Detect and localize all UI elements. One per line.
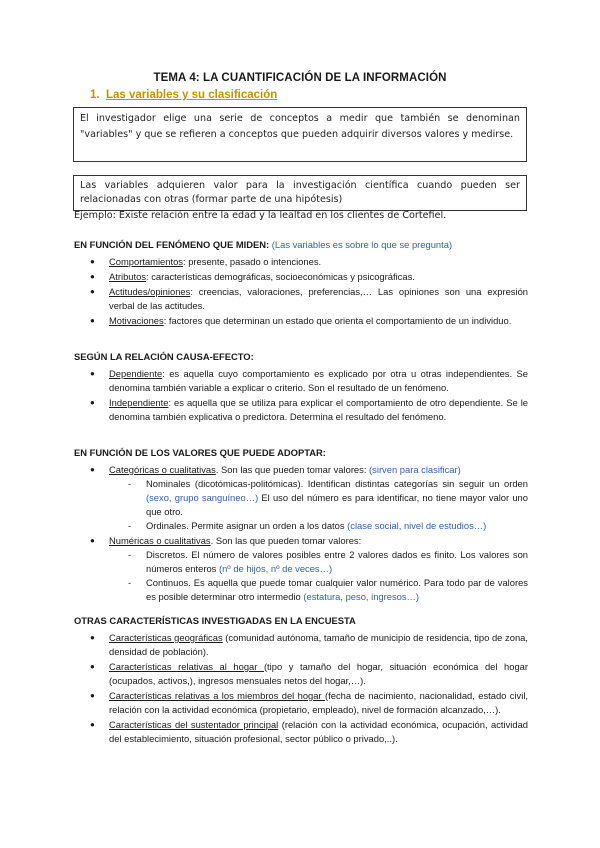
- definition-box: El investigador elige una serie de conceptos a medir que también se denominan "variables" y que se refieren a conceptos que pueden adquirir diversos valores y medirse.: [73, 107, 527, 162]
- list-item: ● Características relativas a los miembros del hogar (fecha de nacimiento, nacionalidad, estado civil, relación con la actividad económica (propietario, empleado), nivel de formación alcanzado,…).: [74, 689, 528, 717]
- sub-item: - Continuos. Es aquella que puede tomar cualquier valor numérico. Para todo par de valores es posible determinar otro intermedio (estatura, peso, ingresos…): [74, 576, 528, 604]
- section-number: 1.: [90, 89, 100, 101]
- list-item: ● Categóricas o cualitativas. Son las que pueden tomar valores: (sirven para clasificar) - Nominales (dicotómicas-politómicas). Identifican distintas categorías sin seguir un orden (sexo, grupo sanguíneo…) El uso del número es para identificar, no tiene mayor valor uno que otro. - Ordinales. Permite asignar un orden a los datos (clase social, nivel de estudios…): [74, 463, 528, 533]
- list-item: ● Dependiente: es aquella cuyo comportamiento es explicado por otra u otras independientes. Se denomina también variable a explicar o criterio. Son el resultado de un fenómeno.: [74, 367, 528, 395]
- document-title: TEMA 4: LA CUANTIFICACIÓN DE LA INFORMACIÓN: [153, 72, 447, 84]
- other-characteristics-heading: OTRAS CARACTERÍSTICAS INVESTIGADAS EN LA ENCUESTA: [74, 615, 356, 626]
- phenomenon-section: [74, 238, 528, 329]
- values-heading: EN FUNCIÓN DE LOS VALORES QUE PUEDE ADOPTAR:: [74, 447, 326, 458]
- sub-item: - Discretos. El número de valores posibles entre 2 valores dados es finito. Los valores son números enteros (nº de hijos, nº de veces…): [74, 548, 528, 576]
- list-item: ● Numéricas o cualitativas. Son las que pueden tomar valores: - Discretos. El número de valores posibles entre 2 valores dados es finito. Los valores son números enteros (nº de hijos, nº de veces…) - Continuos. Es aquella que puede tomar cualquier valor numérico. Para todo par de valores es posible determinar otro intermedio (estatura, peso, ingresos…): [74, 534, 528, 604]
- list-item: ● Atributos: características demográficas, socioeconómicas y psicográficas.: [74, 270, 528, 284]
- list-item: ● Características geográficas (comunidad autónoma, tamaño de municipio de residencia, tipo de zona, densidad de población).: [74, 631, 528, 659]
- list-item: ● Comportamientos: presente, pasado o intenciones.: [74, 255, 528, 269]
- cause-effect-heading: SEGÚN LA RELACIÓN CAUSA-EFECTO:: [74, 351, 254, 362]
- section-heading: [90, 89, 277, 101]
- list-item: ● Motivaciones: factores que determinan un estado que orienta el comportamiento de un individuo.: [74, 314, 528, 328]
- list-item: ● Independiente: es aquella que se utiliza para explicar el comportamiento de otro dependiente. Se le denomina también explicativa o predictora. Determina el resultado del fenómeno.: [74, 396, 528, 424]
- phenomenon-note: (Las variables es sobre lo que se pregunta): [271, 239, 453, 250]
- sub-item: - Ordinales. Permite asignar un orden a los datos (clase social, nivel de estudios…): [74, 519, 528, 533]
- values-section: [74, 446, 528, 605]
- example-line: Ejemplo: Existe relación entre la edad y la lealtad en los clientes de Cortefiel.: [74, 210, 447, 221]
- list-item: ● Actitudes/opiniones: creencias, valoraciones, preferencias,… Las opiniones son una expresión verbal de las actitudes.: [74, 285, 528, 313]
- list-item: ● Características del sustentador principal (relación con la actividad económica, ocupación, actividad del establecimiento, situación profesional, sector público o privado,..).: [74, 718, 528, 746]
- sub-item: - Nominales (dicotómicas-politómicas). Identifican distintas categorías sin seguir un orden (sexo, grupo sanguíneo…) El uso del número es para identificar, no tiene mayor valor uno que otro.: [74, 477, 528, 519]
- other-characteristics-section: [74, 614, 528, 747]
- phenomenon-heading: EN FUNCIÓN DEL FENÓMENO QUE MIDEN: (Las variables es sobre lo que se pregunta): [74, 239, 453, 250]
- cause-effect-section: [74, 350, 528, 425]
- relation-box: Las variables adquieren valor para la investigación científica cuando pueden ser relacionadas con otras (formar parte de una hipótesis): [73, 175, 527, 211]
- section-label: Las variables y su clasificación: [105, 89, 278, 101]
- list-item: ● Características relativas al hogar (tipo y tamaño del hogar, situación económica del hogar (ocupados, activos,), ingresos mensuales netos del hogar,…).: [74, 660, 528, 688]
